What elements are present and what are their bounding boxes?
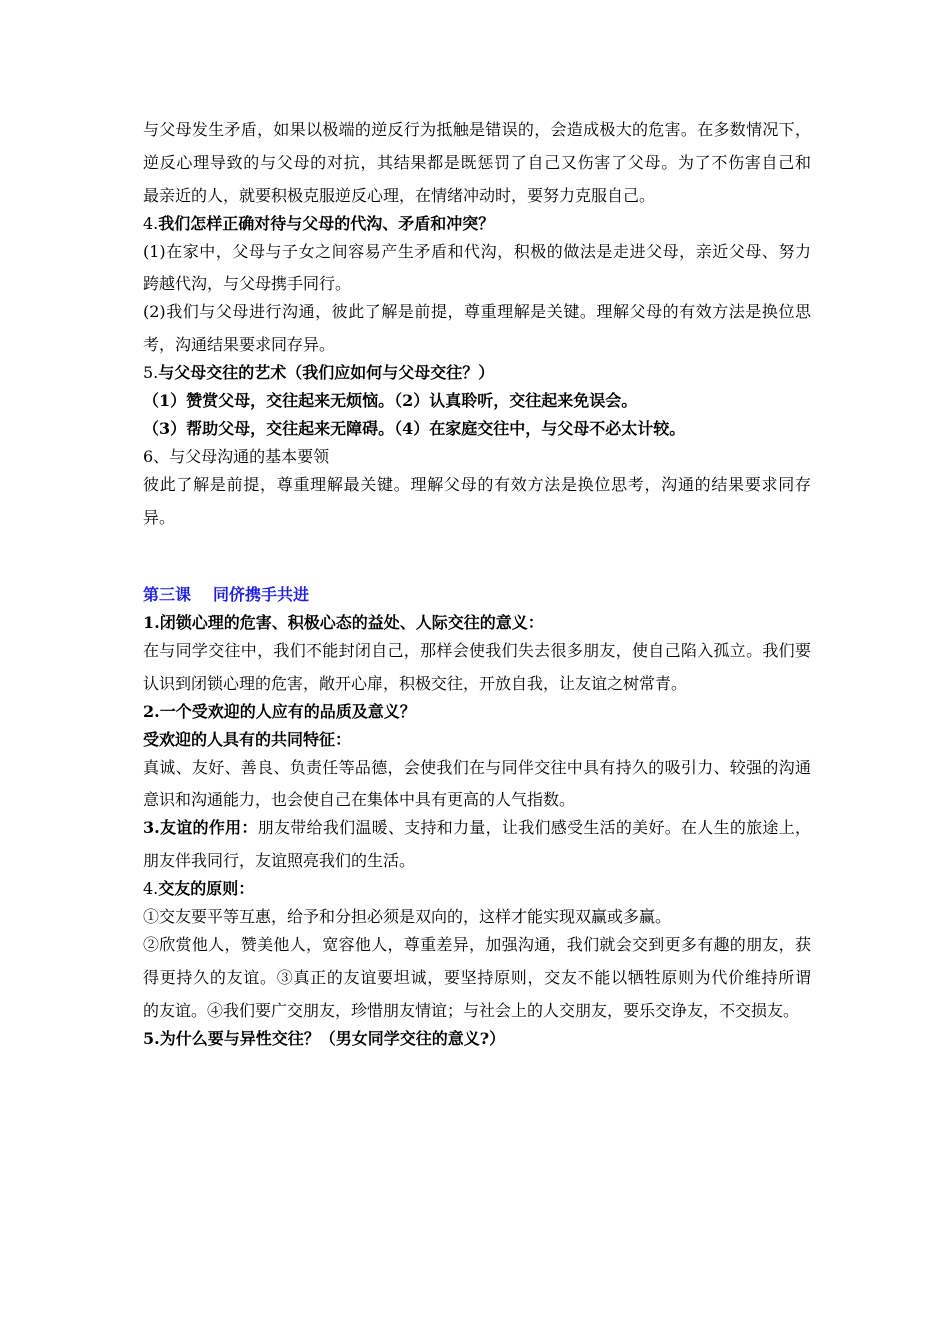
answer-line: 彼此了解是前提，尊重理解最关键。理解父母的有效方法是换位思考，沟通的结果要求同存 [143, 475, 811, 495]
question-heading: 1.闭锁心理的危害、积极心态的益处、人际交往的意义： [143, 612, 544, 632]
answer-line [143, 818, 811, 838]
answer-line: (2)我们与父母进行沟通，彼此了解是前提，尊重理解是关键。理解父母的有效方法是换位思 [143, 302, 811, 322]
answer-line: ②欣赏他人，赞美他人，宽容他人，尊重差异，加强沟通，我们就会交到更多有趣的朋友，获 [143, 935, 811, 955]
answer-line: 的友谊。④我们要广交朋友，珍惜朋友情谊；与社会上的人交朋友，要乐交诤友，不交损友。 [143, 1000, 800, 1020]
question-text: 交友的原则： [158, 879, 255, 899]
question-heading [143, 214, 811, 234]
question-number: 4. [143, 213, 159, 233]
answer-line: 朋友伴我同行，友谊照亮我们的生活。 [143, 851, 416, 871]
lesson-heading [143, 585, 811, 605]
question-heading: 5.为什么要与异性交往？（男女同学交往的意义?） [143, 1028, 506, 1048]
question-heading [143, 879, 811, 899]
answer-line: 意识和沟通能力，也会使自己在集体中具有更高的人气指数。 [143, 790, 576, 810]
answer-line: ①交友要平等互惠，给予和分担必须是双向的，这样才能实现双赢或多赢。 [143, 907, 672, 927]
question-text: 我们怎样正确对待与父母的代沟、矛盾和冲突？ [158, 213, 495, 233]
paragraph-line: 逆反心理导致的与父母的对抗，其结果都是既惩罚了自己又伤害了父母。为了不伤害自己和 [143, 152, 811, 172]
answer-line: 跨越代沟，与父母携手同行。 [143, 274, 352, 294]
paragraph-line: 与父母发生矛盾，如果以极端的逆反行为抵触是错误的，会造成极大的危害。在多数情况下， [143, 120, 811, 139]
answer-text: 朋友带给我们温暖、支持和力量，让我们感受生活的美好。在人生的旅途上， [257, 818, 811, 838]
paragraph-line: 最亲近的人，就要积极克服逆反心理，在情绪冲动时，要努力克服自己。 [143, 185, 656, 205]
section-spacer [143, 541, 811, 585]
answer-line: 认识到闭锁心理的危害，敞开心扉，积极交往，开放自我，让友谊之树常青。 [143, 673, 688, 693]
question-label: 3.友谊的作用： [143, 818, 258, 838]
answer-line: (1)在家中，父母与子女之间容易产生矛盾和代沟，积极的做法是走进父母，亲近父母、努力 [143, 241, 811, 261]
answer-line: 得更持久的友谊。③真正的友谊要坦诚，要坚持原则，交友不能以牺牲原则为代价维持所谓 [143, 967, 811, 987]
answer-line: 异。 [143, 507, 176, 527]
answer-line: 真诚、友好、善良、负责任等品德，会使我们在与同伴交往中具有持久的吸引力、较强的沟通 [143, 757, 811, 777]
question-heading [143, 363, 811, 383]
question-heading: 2.一个受欢迎的人应有的品质及意义？ [143, 701, 416, 721]
lesson-label: 第三课 [143, 584, 192, 604]
question-number: 4. [143, 879, 159, 899]
question-text: 与父母交往的艺术（我们应如何与父母交往？） [158, 363, 495, 383]
question-number: 5. [143, 363, 159, 383]
lesson-title: 同侪携手共进 [213, 584, 310, 604]
sub-heading: 受欢迎的人具有的共同特征： [143, 729, 352, 749]
question-heading: 6、与父母沟通的基本要领 [143, 447, 330, 467]
document-page [143, 120, 811, 1062]
answer-line: 考，沟通结果要求同存异。 [143, 335, 336, 355]
answer-line: 在与同学交往中，我们不能封闭自己，那样会使我们失去很多朋友，使自己陷入孤立。我们要 [143, 640, 811, 660]
answer-line: （3）帮助父母，交往起来无障碍。（4）在家庭交往中，与父母不必太计较。 [143, 419, 686, 439]
answer-line: （1）赞赏父母，交往起来无烦恼。（2）认真聆听，交往起来免误会。 [143, 391, 638, 411]
